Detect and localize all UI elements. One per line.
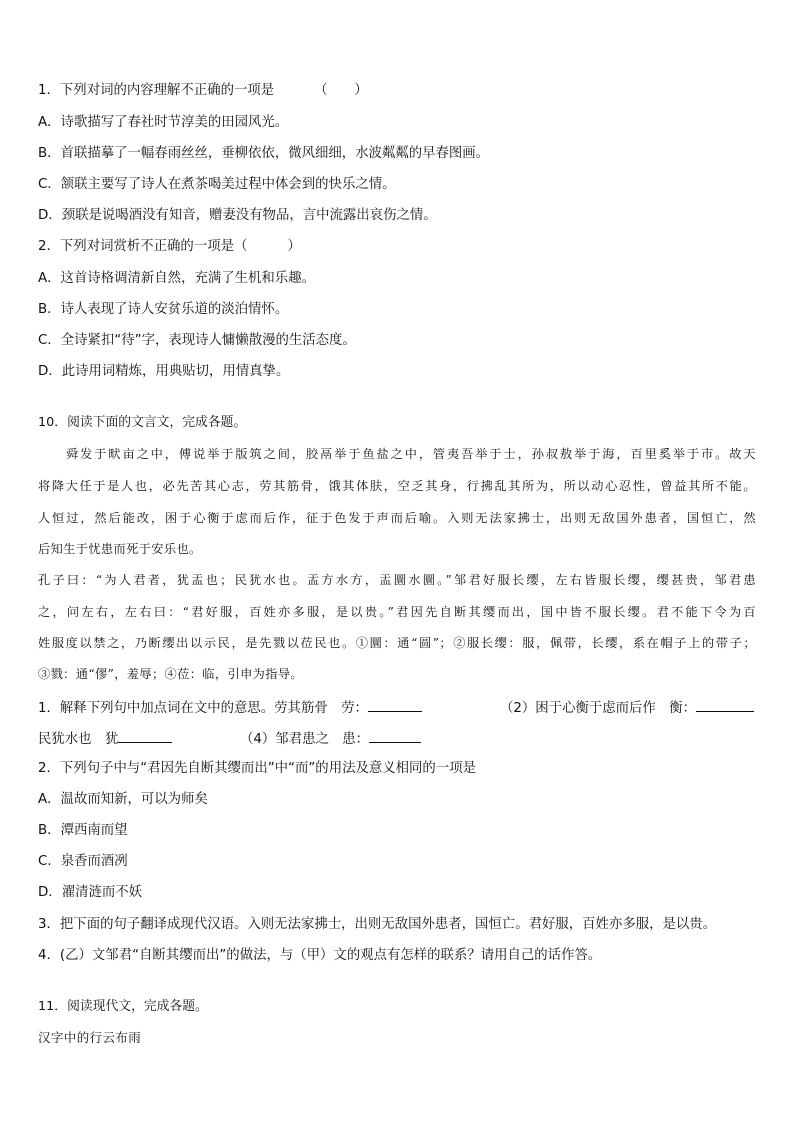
option-c: C．全诗紧扣“待”字，表现诗人慵懒散漫的生活态度。 (38, 333, 356, 348)
option-a: A．诗歌描写了春社时节淳美的田园风光。 (38, 115, 289, 130)
option-b: B．首联描摹了一幅春雨丝丝，垂柳依依，微风细细，水波粼粼的早春图画。 (38, 146, 490, 161)
option-d: D．此诗用词精炼，用典贴切，用情真挚。 (38, 364, 290, 379)
question-1-stem (38, 82, 756, 100)
passage-b-line-3: 姓服度以禁之，乃断缨出以示民，是先戮以莅民也。①圜：通“圆”；②服长缨：服，佩带，长缨，系在帽子上的带子； (38, 636, 756, 650)
answer-blank[interactable] (118, 728, 172, 743)
passage-a-line-1: 舜发于畎亩之中，傅说举于版筑之间，胶鬲举于鱼盐之中，管夷吾举于士，孙叔敖举于海，百里奚举于市。故天 (66, 447, 756, 461)
option-c: C．泉香而酒冽 (38, 854, 128, 869)
q1-part-2-wrap (500, 697, 754, 718)
section-10-question-2-stem: 2．下列句子中与“君因先自断其缨而出”中“而”的用法及意义相同的一项是 (38, 761, 476, 776)
q1-part-2: （2）困于心衡于虑而后作 衡： (500, 701, 696, 716)
passage-b-line-2: 之，问左右，左右曰：“君好服，百姓亦多服，是以贵。”君因先自断其缨而出，国中皆不服长缨。君不能下令为百 (38, 605, 756, 619)
option-b: B．潭西南而望 (38, 823, 128, 838)
q1-part-3: 民犹水也 犹 (38, 732, 119, 747)
answer-blank[interactable] (696, 697, 754, 712)
question-2-stem: 2．下列对词赏析不正确的一项是（ ） (38, 239, 301, 254)
section-10-question-3: 3．把下面的句子翻译成现代汉语。入则无法家拂士，出则无敌国外患者，国恒亡。君好服，百姓亦多服，是以贵。 (38, 917, 717, 932)
answer-blank[interactable] (369, 728, 421, 743)
section-10-question-1-line-1 (38, 697, 756, 718)
answer-paren: （ ） (314, 83, 368, 98)
passage-b-line-1: 孔子曰：“为人君者，犹盂也；民犹水也。盂方水方，盂圜水圜。”邹君好服长缨，左右皆服长缨，缨甚贵，邹君患 (38, 573, 756, 587)
article-subtitle: 汉字中的行云布雨 (38, 1030, 142, 1045)
q1-part-4: （4）邹君患之 患： (240, 732, 370, 747)
question-1-stem-text: 1．下列对词的内容理解不正确的一项是 (38, 83, 275, 98)
section-11-heading: 11．阅读现代文，完成各题。 (38, 999, 208, 1014)
option-c: C．颔联主要写了诗人在煮茶喝美过程中体会到的快乐之情。 (38, 177, 396, 192)
option-b: B．诗人表现了诗人安贫乐道的淡泊情怀。 (38, 302, 289, 317)
option-d: D．濯清涟而不妖 (38, 885, 143, 900)
answer-blank[interactable] (368, 697, 422, 712)
passage-a-line-4: 后知生于忧患而死于安乐也。 (38, 542, 202, 556)
section-10-question-1-line-2 (38, 728, 756, 749)
section-10-heading: 10．阅读下面的文言文，完成各题。 (38, 415, 247, 430)
q1-part-4-wrap (240, 728, 421, 749)
option-d: D．颈联是说喝酒没有知音，赠妻没有物品，言中流露出哀伤之情。 (38, 208, 437, 223)
passage-a-line-3: 人恒过，然后能改，困于心衡于虑而后作，征于色发于声而后喻。入则无法家拂士，出则无敌国外患者，国恒亡，然 (38, 511, 756, 525)
q1-part-1: 1．解释下列句中加点词在文中的意思。劳其筋骨 劳： (38, 701, 368, 716)
section-10-question-4: 4．(乙）文邹君“自断其缨而出”的做法，与（甲）文的观点有怎样的联系？请用自己的话作答。 (38, 948, 602, 963)
option-a: A．温故而知新，可以为师矣 (38, 792, 208, 807)
passage-b-line-4: ③戮：通“僇”，羞辱；④莅：临，引申为指导。 (38, 667, 304, 681)
option-a: A．这首诗格调清新自然，充满了生机和乐趣。 (38, 271, 315, 286)
passage-a-line-2: 将降大任于是人也，必先苦其心志，劳其筋骨，饿其体肤，空乏其身，行拂乱其所为，所以动心忍性，曾益其所不能。 (38, 479, 756, 493)
